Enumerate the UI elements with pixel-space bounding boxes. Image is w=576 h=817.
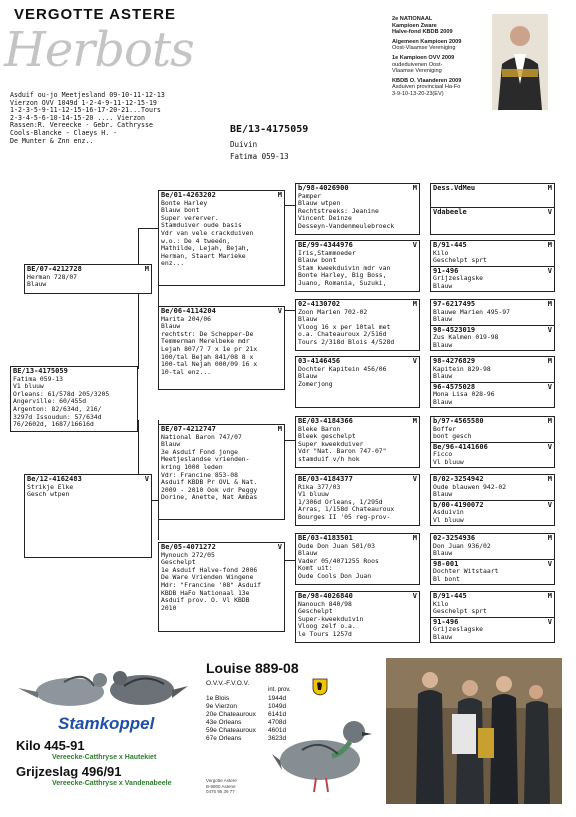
- ring-number: BE/03-4184377: [298, 475, 353, 483]
- connector-line: [285, 310, 295, 311]
- result-count: 1049d: [268, 703, 287, 710]
- detail-line: 1/306d Orleans, 1/295d: [298, 498, 383, 506]
- detail-line: V1 bluuw: [13, 383, 44, 391]
- detail-line: 1e Asduif Halve-fond 2006: [161, 566, 258, 574]
- gen4-pair-box: [430, 533, 555, 585]
- detail-line: stamduif v/h hok: [298, 455, 360, 463]
- great-grandparent-box: [295, 533, 420, 585]
- detail-line: Angerville: 60/455d: [13, 398, 87, 406]
- grijze-origin: Vereecke-Catthryse x Vandenabeele: [52, 780, 172, 787]
- connector-line: [138, 420, 139, 476]
- detail-line: Orleans: 61/578d 205/3205: [13, 390, 110, 398]
- detail-line: Zomerjong: [298, 380, 333, 388]
- grandparent-box: [158, 306, 285, 390]
- detail-line: Kapitein 829-98: [433, 365, 491, 373]
- champion-line: 1e Kampioen OVV 2009: [392, 54, 455, 61]
- champion-line: KBDB O. Vlaanderen 2009: [392, 77, 462, 84]
- dam-box: [24, 474, 152, 558]
- detail-line: Nanouch 840/98: [298, 600, 352, 608]
- detail-line: Arras, 1/158d Chateauroux: [298, 506, 395, 514]
- ring-number: Be/06-4114204: [161, 307, 216, 315]
- detail-line: Blauw: [298, 373, 318, 381]
- detail-line: Marita 204/06: [161, 315, 212, 323]
- detail-line: Geschelpt: [161, 559, 196, 567]
- ring-number: 96-4575028: [433, 382, 476, 391]
- ring-number: B/91-445: [433, 241, 467, 249]
- result-line: Asduif ou-jo Meetjesland 09-10-11-12-13: [10, 91, 165, 99]
- detail-line: Dorine, Anette, Nat Ambas: [161, 494, 258, 502]
- gen4-pair-box: [430, 356, 555, 408]
- detail-line: Zoon Marien 702-02: [298, 308, 368, 316]
- result-line: Vierzon OVV 1049d 1-2-4-9-11-12-15-19: [10, 98, 157, 107]
- ring-number: B/02-3254942: [433, 475, 484, 483]
- gen4-pair-box: [430, 474, 555, 526]
- detail-line: Stamduiver oude basis: [161, 222, 242, 230]
- detail-line: Vloog zelf o.a.: [298, 623, 356, 631]
- detail-line: Blauw: [433, 491, 453, 499]
- sex-marker: V: [547, 500, 552, 509]
- detail-line: Herman 728/07: [27, 273, 78, 281]
- detail-line: KBDB HaFo Nationaal 13e: [161, 589, 250, 597]
- sex-marker: M: [547, 417, 552, 425]
- great-grandparent-box: [295, 240, 420, 292]
- detail-line: Asduif KBDB Pr OVL & Nat.: [161, 479, 258, 487]
- ring-number: BE/03-4184366: [298, 417, 353, 425]
- detail-line: Blauw bont: [298, 257, 337, 265]
- result-race: 43e Orleans: [206, 719, 242, 726]
- detail-line: Blauw: [433, 282, 453, 290]
- detail-line: 3297d Issoudun: 57/634d: [13, 413, 102, 421]
- detail-line: enz...: [161, 260, 185, 268]
- detail-line: Vincent Deinze: [298, 215, 352, 223]
- address-line: B-9800 Astene: [206, 783, 236, 789]
- sex-marker: V: [547, 442, 552, 451]
- detail-line: Vloog 16 x per 10tal met: [298, 323, 391, 331]
- detail-line: Geschelpt sprt: [433, 257, 487, 265]
- detail-line: Mathilde, Lejah, Bejah,: [161, 245, 250, 253]
- detail-line: 76/2602d, 1687/16616d: [13, 421, 94, 429]
- detail-line: Mona Lisa 028-96: [433, 391, 495, 399]
- detail-line: Super-kweekduivin: [298, 615, 364, 623]
- louise-sub: O.V.V.-F.V.O.V.: [206, 680, 250, 687]
- champion-line: Algemeen Kampioen 2009: [392, 38, 462, 45]
- connector-line: [285, 440, 295, 441]
- detail-line: Bonte Harley, Big Boss,: [298, 272, 387, 280]
- detail-line: Bourges II '05 reg-prov-: [298, 513, 391, 521]
- sex-marker: V: [144, 475, 149, 483]
- detail-line: Vader 05/4071255 Roos: [298, 557, 379, 565]
- detail-line: Grijzeslagske: [433, 275, 484, 283]
- sex-marker: M: [547, 475, 552, 483]
- ring-number: Be/96-4141606: [433, 442, 488, 451]
- pedigree-subject-box: [10, 366, 138, 432]
- detail-line: National Baron 747/07: [161, 433, 242, 441]
- detail-line: Mynouch 272/05: [161, 551, 215, 559]
- sex-marker: V: [547, 325, 552, 334]
- detail-line: Blauwe Marien 495-97: [433, 308, 510, 316]
- detail-line: Don Juan 936/02: [433, 542, 491, 550]
- great-grandparent-box: [295, 299, 420, 351]
- sire-box: [24, 264, 152, 294]
- detail-line: Vl bluuw: [433, 516, 464, 524]
- sex-marker: M: [412, 534, 417, 542]
- detail-line: Fatima 059-13: [13, 375, 64, 383]
- grandparent-box: [158, 190, 285, 286]
- gen4-pair-box: [430, 591, 555, 643]
- detail-line: Juano, Romania, Suzuki,: [298, 279, 387, 287]
- address-line: Vergotte Astere: [206, 778, 237, 783]
- ring-number: b/00-4190072: [433, 500, 484, 509]
- ring-number: BE/13-4175059: [13, 367, 68, 375]
- champion-line: oudeduivenen Oost-: [392, 61, 443, 68]
- champion-line: 2e NATIONAAL: [392, 16, 433, 22]
- ring-number: 02-3254936: [433, 534, 476, 542]
- sex-marker: V: [412, 475, 417, 483]
- ring-number: BE/07-4212747: [161, 425, 216, 433]
- connector-line: [285, 205, 295, 206]
- ring-number: 98-4276829: [433, 357, 476, 365]
- result-line: 1-2-3-5-9-11-12-15-16-17-20-21...Tours: [10, 106, 161, 115]
- sex-marker: M: [547, 592, 552, 600]
- detail-line: Vl bluuw: [433, 458, 464, 466]
- sex-marker: V: [547, 617, 552, 626]
- pigeon-louise-image: [272, 698, 382, 798]
- sex-marker: V: [547, 382, 552, 391]
- detail-line: bont gesch: [433, 433, 472, 441]
- sex-marker: M: [412, 300, 417, 308]
- detail-line: Rechtstreeks: Jeanine: [298, 207, 379, 215]
- ring-number: 97-6217495: [433, 300, 476, 308]
- detail-line: De Ware Vrienden Wingene: [161, 574, 254, 582]
- detail-line: Pamper: [298, 192, 322, 200]
- champion-line: Asduiven provinciaal Ha-Fo: [392, 84, 461, 91]
- champion-line: Vlaamse Vereniging: [392, 68, 442, 75]
- detail-line: Blauw bont: [161, 207, 200, 215]
- detail-line: Blauw: [161, 441, 181, 449]
- result-line: Rassen:R. Vereecke - Gebr. Cathrysse: [10, 121, 153, 130]
- detail-line: Argenton: 82/634d, 216/: [13, 405, 102, 413]
- result-race: 1e Blois: [206, 695, 230, 702]
- detail-line: Temmerman Merelbeke mdr: [161, 338, 250, 346]
- champion-line: Halve-fond KBDB 2009: [392, 29, 453, 36]
- detail-line: Bl bont: [433, 575, 460, 583]
- detail-line: 3e Asduif Fond jonge: [161, 448, 238, 456]
- grijze-line: Grijzeslag 496/91: [16, 764, 122, 779]
- gen4-pair-box: [430, 416, 555, 468]
- detail-line: Blauw: [433, 398, 453, 406]
- sex-marker: M: [547, 241, 552, 249]
- ring-number: 91-496: [433, 266, 459, 275]
- address-line: 0475 95 39 77: [206, 789, 235, 794]
- louise-panel: [204, 658, 382, 804]
- detail-line: V1 bluuw: [298, 491, 329, 499]
- detail-line: Strikje Elke: [27, 483, 74, 491]
- sex-marker: V: [547, 559, 552, 568]
- ring-number: b/98-4026900: [298, 184, 349, 192]
- address-block: [206, 778, 237, 795]
- subject-name: Fatima 059-13: [230, 152, 289, 161]
- sex-marker: M: [547, 357, 552, 365]
- stamkoppel-title: Stamkoppel: [58, 714, 155, 733]
- connector-line: [138, 228, 139, 369]
- ring-number: Be/05-4071272: [161, 543, 216, 551]
- gen4-pair-box: [430, 299, 555, 351]
- ring-number: Be/01-4263202: [161, 191, 216, 199]
- detail-line: Zus Kalmen 019-98: [433, 334, 499, 342]
- connector-line: [285, 560, 295, 561]
- result-race: 67e Orleans: [206, 735, 242, 742]
- ring-number: B/91-445: [433, 592, 467, 600]
- detail-line: Blauw: [433, 550, 453, 558]
- detail-line: Super kweekduiver: [298, 440, 364, 448]
- detail-line: Dochter Witstaart: [433, 568, 499, 576]
- detail-line: Blauw: [433, 341, 453, 349]
- grandparent-box: [158, 542, 285, 632]
- detail-line: Grijzeslagske: [433, 626, 484, 634]
- detail-line: kring 1000 leden: [161, 463, 223, 471]
- result-count: 1944d: [268, 695, 287, 702]
- result-line: Cools-Blancke - Claeys H. -: [10, 128, 118, 137]
- sex-marker: M: [277, 425, 282, 433]
- sex-marker: V: [277, 543, 282, 551]
- subject-sex: Duivin: [230, 140, 258, 149]
- sex-marker: M: [144, 265, 149, 273]
- stamkoppel-panel: [14, 660, 190, 800]
- great-grandparent-box: [295, 416, 420, 468]
- detail-line: Herman, Staart Marieke: [161, 252, 246, 260]
- detail-line: Rika 377/03: [298, 483, 341, 491]
- detail-line: Oude Don Juan 501/03: [298, 542, 375, 550]
- detail-line: Vdr van vele crackduiven: [161, 229, 254, 237]
- detail-line: Ficco: [433, 451, 453, 459]
- detail-line: Kilo: [433, 249, 449, 257]
- sex-marker: V: [277, 307, 282, 315]
- pigeon-pair-image: [14, 660, 190, 716]
- sex-marker: M: [547, 184, 552, 192]
- sex-marker: V: [412, 241, 417, 249]
- detail-line: Boffer: [433, 425, 457, 433]
- detail-line: Oude Cools Don Juan: [298, 572, 372, 580]
- herbots-logo: Herbots: [4, 22, 194, 78]
- sex-marker: V: [547, 266, 552, 275]
- result-count: 3623d: [268, 735, 287, 742]
- champion-text: [392, 16, 461, 98]
- ring-number: Vdabeele: [433, 207, 467, 216]
- result-race: 20e Chateauroux: [206, 711, 256, 718]
- ring-number: 02-4130702: [298, 300, 341, 308]
- sex-marker: V: [547, 207, 552, 216]
- ring-number: Be/12-4162483: [27, 475, 82, 483]
- ring-number: 03-4146456: [298, 357, 341, 365]
- detail-line: Tours 2/318d Blois 4/528d: [298, 338, 395, 346]
- gen4-pair-box: [430, 240, 555, 292]
- great-grandparent-box: [295, 183, 420, 235]
- kilo-origin: Vereecke-Catthryse x Hautekiet: [52, 754, 157, 761]
- detail-line: Blauw: [433, 316, 453, 324]
- sex-marker: V: [412, 592, 417, 600]
- ring-number: Dess.VdMeu: [433, 184, 476, 192]
- detail-line: Blauw: [433, 633, 453, 641]
- result-count: 4708d: [268, 719, 287, 726]
- detail-line: Vdr "Nat. Baron 747-07": [298, 448, 387, 456]
- detail-line: Blauw: [298, 316, 318, 324]
- ring-number: BE/99-4344976: [298, 241, 353, 249]
- sex-marker: M: [412, 184, 417, 192]
- gen4-pair-box: [430, 183, 555, 235]
- detail-line: Iris,Stammoeder: [298, 249, 356, 257]
- detail-line: Blauw: [433, 373, 453, 381]
- detail-line: Lejah 807/7 7 x 1e pr 21x: [161, 345, 258, 353]
- detail-line: Asduif prov. O. Vl KBDB: [161, 597, 250, 605]
- detail-line: Mdr: "Francine '08" Asduif: [161, 581, 262, 589]
- ring-number: Be/98-4026840: [298, 592, 353, 600]
- detail-line: 100-tal Nejah 000/09 16 x: [161, 361, 258, 369]
- detail-line: 2009 - 2010 Ook vdr Peggy: [161, 486, 258, 494]
- detail-line: 2010: [161, 604, 177, 612]
- ring-number: 91-496: [433, 617, 459, 626]
- subject-ring: BE/13-4175059: [230, 124, 309, 135]
- sex-marker: M: [547, 534, 552, 542]
- detail-line: w.o.: De 4 tweeën,: [161, 237, 231, 245]
- champion-line: 3-9-10-13-20-23(EV): [392, 90, 444, 97]
- connector-line: [138, 228, 158, 229]
- louise-title: Louise 889-08: [206, 660, 299, 676]
- detail-line: Blauw: [298, 550, 318, 558]
- ring-number: BE/07-4212728: [27, 265, 82, 273]
- detail-line: Oude blauwen 942-02: [433, 483, 507, 491]
- ring-number: 98-001: [433, 559, 459, 568]
- detail-line: Kilo: [433, 600, 449, 608]
- detail-line: Blauw wtpen: [298, 200, 341, 208]
- detail-line: Geschelpt: [298, 608, 333, 616]
- great-grandparent-box: [295, 356, 420, 408]
- detail-line: Super vererver.: [161, 214, 219, 222]
- result-race: 9e Vierzon: [206, 703, 237, 710]
- champion-line: Kampioen Zware: [392, 22, 437, 29]
- detail-line: Meetjeslandse vrienden-: [161, 456, 250, 464]
- detail-line: Blauw: [27, 281, 47, 289]
- detail-line: Vdr: Francine 853-08: [161, 471, 238, 479]
- result-line: De Munter & Znn enz..: [10, 136, 94, 145]
- great-grandparent-box: [295, 591, 420, 643]
- sex-marker: M: [412, 417, 417, 425]
- grandparent-box: [158, 424, 285, 520]
- result-race: 59e Chateauroux: [206, 727, 256, 734]
- sex-marker: M: [547, 300, 552, 308]
- detail-line: Geschelpt sprt: [433, 608, 487, 616]
- result-count: 4601d: [268, 727, 287, 734]
- result-line: 2-3-4-5-6-10-14-15-20 .... Vierzon: [10, 113, 145, 122]
- detail-line: Bonte Harley: [161, 199, 208, 207]
- ring-number: 98-4523019: [433, 325, 476, 334]
- lion-crest-icon: [312, 678, 328, 696]
- champion-line: Oost-Vlaamse Vereniging: [392, 45, 456, 52]
- result-count: 6141d: [268, 711, 287, 718]
- detail-line: 100/tal Bejah 841/08 8 x: [161, 353, 254, 361]
- great-grandparent-box: [295, 474, 420, 526]
- detail-line: Bleke Baron: [298, 425, 341, 433]
- sex-marker: V: [412, 357, 417, 365]
- detail-line: Dochter Kapitein 456/06: [298, 365, 387, 373]
- kilo-line: Kilo 445-91: [16, 738, 85, 753]
- detail-line: rechtstr: De Schepper-De: [161, 330, 254, 338]
- header-results: [10, 92, 165, 145]
- award-ceremony-photo: [386, 658, 562, 804]
- ring-number: BE/03-4183501: [298, 534, 353, 542]
- detail-line: Gesch wtpen: [27, 491, 70, 499]
- detail-line: le Tours 1257d: [298, 630, 352, 638]
- detail-line: Asduivin: [433, 509, 464, 517]
- sex-marker: M: [277, 191, 282, 199]
- ring-number: b/97-4565580: [433, 417, 484, 425]
- detail-line: Blauw: [161, 323, 181, 331]
- champion-photo: [492, 14, 548, 110]
- detail-line: Komt uit:: [298, 565, 333, 573]
- louise-cols: int. prov.: [268, 687, 291, 693]
- detail-line: o.a. Chateauroux 2/516d: [298, 331, 387, 339]
- detail-line: Desseyn-Vandenmeulebroeck: [298, 222, 395, 230]
- loft-name: VERGOTTE ASTERE: [14, 6, 176, 23]
- detail-line: 10-tal enz...: [161, 368, 212, 376]
- detail-line: Stam kweekduivin mdr van: [298, 264, 391, 272]
- detail-line: Bleek geschelpt: [298, 433, 356, 441]
